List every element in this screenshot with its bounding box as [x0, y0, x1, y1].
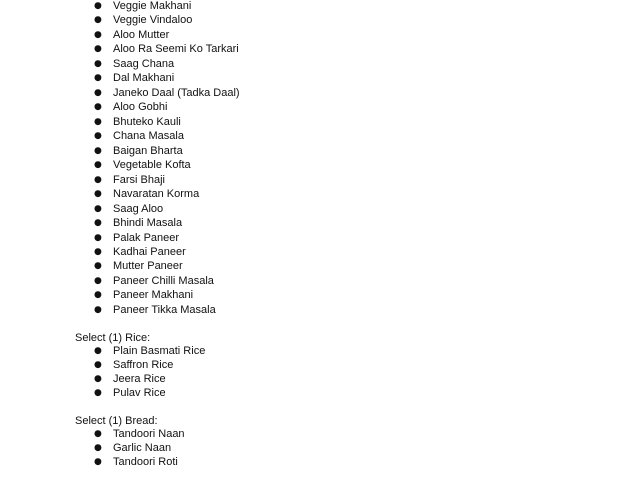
dish-name: Navaratan Korma: [113, 188, 200, 201]
dish-name: Vegetable Kofta: [113, 159, 191, 172]
bullet-icon: ●: [94, 387, 102, 398]
dish-name: Paneer Makhani: [113, 289, 194, 302]
bullet-icon: ●: [94, 246, 102, 257]
bullet-icon: ●: [94, 456, 102, 467]
dish-name: Aloo Gobhi: [113, 101, 168, 114]
bullet-icon: ●: [94, 203, 102, 214]
dish-name: Kadhai Paneer: [113, 245, 186, 258]
bullet-icon: ●: [94, 1, 102, 11]
dish-name: Palak Paneer: [113, 231, 180, 244]
bullet-icon: ●: [94, 442, 102, 453]
bullet-icon: ●: [94, 29, 102, 40]
dish-name: Baigan Bharta: [113, 144, 183, 157]
bullet-icon: ●: [94, 189, 102, 200]
dish-name: Dal Makhani: [113, 72, 175, 85]
bread-option: Garlic Naan: [113, 441, 172, 454]
bullet-icon: ●: [94, 73, 102, 84]
bullet-icon: ●: [94, 429, 102, 439]
bullet-icon: ●: [94, 15, 102, 26]
bullet-icon: ●: [94, 232, 102, 243]
dish-name: Bhuteko Kauli: [113, 115, 181, 128]
bullet-icon: ●: [94, 261, 102, 272]
bullet-icon: ●: [94, 44, 102, 55]
bullet-icon: ●: [94, 304, 102, 315]
dish-name: Chana Masala: [113, 130, 184, 143]
dish-name: Mutter Paneer: [113, 260, 183, 273]
bullet-icon: ●: [94, 174, 102, 185]
bullet-icon: ●: [94, 145, 102, 156]
bullet-icon: ●: [94, 131, 102, 142]
rice-option: Saffron Rice: [113, 358, 174, 371]
bullet-icon: ●: [94, 87, 102, 98]
bread-option: Tandoori Naan: [113, 428, 185, 440]
bread-option: Tandoori Roti: [113, 455, 178, 468]
bullet-icon: ●: [94, 290, 102, 301]
rice-option: Jeera Rice: [113, 372, 166, 385]
rice-section-heading: Select (1) Rice:: [75, 332, 151, 344]
rice-option: Plain Basmati Rice: [113, 345, 206, 357]
bullet-icon: ●: [94, 218, 102, 229]
dish-name: Aloo Mutter: [113, 28, 170, 41]
bullet-icon: ●: [94, 359, 102, 370]
bread-section-heading: Select (1) Bread:: [75, 415, 158, 427]
bullet-icon: ●: [94, 102, 102, 113]
rice-option: Pulav Rice: [113, 386, 166, 399]
bullet-icon: ●: [94, 116, 102, 127]
dish-name: Aloo Ra Seemi Ko Tarkari: [113, 43, 239, 56]
dish-name: Janeko Daal (Tadka Daal): [113, 86, 240, 99]
bullet-icon: ●: [94, 58, 102, 69]
bullet-icon: ●: [94, 346, 102, 356]
dish-name: Paneer Chilli Masala: [113, 274, 214, 287]
dish-name: Saag Aloo: [113, 202, 164, 215]
dish-name: Veggie Makhani: [113, 0, 192, 12]
dish-name: Paneer Tikka Masala: [113, 303, 216, 316]
dish-name: Veggie Vindaloo: [113, 14, 193, 27]
dish-name: Farsi Bhaji: [113, 173, 165, 186]
bullet-icon: ●: [94, 160, 102, 171]
dish-name: Saag Chana: [113, 57, 175, 70]
bullet-icon: ●: [94, 275, 102, 286]
dish-name: Bhindi Masala: [113, 217, 183, 230]
bullet-icon: ●: [94, 373, 102, 384]
